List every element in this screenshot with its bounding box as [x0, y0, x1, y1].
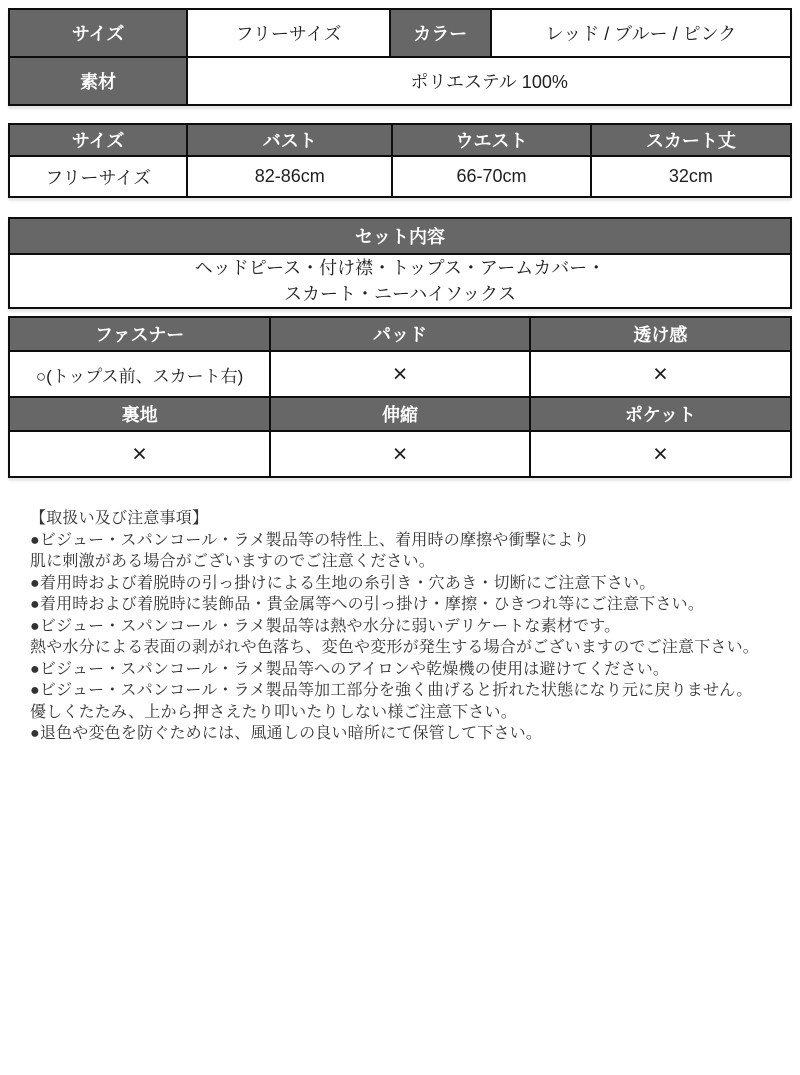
measurement-size-value: フリーサイズ: [9, 156, 187, 197]
cross-mark: ×: [653, 439, 668, 468]
measurement-header-bust: バスト: [187, 124, 392, 156]
set-contents-value: [9, 254, 791, 308]
set-contents-table: [8, 217, 792, 309]
feature-sheerness-value: [530, 351, 791, 397]
feature-pad-value: [270, 351, 530, 397]
feature-header-fastener: ファスナー: [9, 317, 270, 351]
feature-pocket-value: [530, 431, 791, 477]
measurement-waist-value: 66-70cm: [392, 156, 591, 197]
feature-header-stretch: 伸縮: [270, 397, 530, 431]
measurement-header-size: サイズ: [9, 124, 187, 156]
handling-note-line: ●ビジュー・スパンコール・ラメ製品等は熱や水分に弱いデリケートな素材です。: [30, 617, 621, 635]
handling-note-line: 優しくたたみ、上から押さえたり叩いたりしない様ご注意下さい。: [30, 703, 517, 721]
handling-note-line: ●ビジュー・スパンコール・ラメ製品等へのアイロンや乾燥機の使用は避けてください。: [30, 660, 670, 678]
set-contents-line1: ヘッドピース・付け襟・トップス・アームカバー・: [194, 258, 606, 278]
color-value-cell: レッド / ブルー / ピンク: [491, 9, 791, 57]
size-value-cell: フリーサイズ: [187, 9, 390, 57]
set-contents-header: セット内容: [9, 218, 791, 254]
size-label-cell: サイズ: [9, 9, 187, 57]
cross-mark: ×: [132, 439, 147, 468]
feature-lining-value: [9, 431, 270, 477]
product-spec-page: [0, 8, 800, 1075]
handling-note-line: ●ビジュー・スパンコール・ラメ製品等の特性上、着用時の摩擦や衝撃により: [30, 531, 590, 549]
measurement-header-waist: ウエスト: [392, 124, 591, 156]
handling-note-line: ●退色や変色を防ぐためには、風通しの良い暗所にて保管して下さい。: [30, 725, 543, 742]
feature-fastener-value: ○(トップス前、スカート右): [9, 351, 270, 397]
measurement-table: [8, 123, 792, 198]
feature-table: [8, 316, 792, 478]
handling-notes: [0, 508, 800, 745]
cross-mark: ×: [392, 359, 408, 388]
size-color-material-table: [8, 8, 792, 106]
feature-header-sheerness: 透け感: [530, 317, 791, 351]
feature-stretch-value: [270, 431, 530, 477]
set-contents-line2: スカート・ニーハイソックス: [283, 284, 517, 304]
handling-note-line: ●ビジュー・スパンコール・ラメ製品等加工部分を強く曲げると折れた状態になり元に戻りません。: [30, 682, 753, 699]
measurement-header-skirt-length: スカート丈: [591, 124, 791, 156]
handling-note-line: ●着用時および着脱時に装飾品・貴金属等への引っ掛け・摩擦・ひきつれ等にご注意下さい。: [30, 596, 705, 613]
cross-mark: ×: [392, 439, 408, 468]
color-label-cell: カラー: [390, 9, 491, 57]
cross-mark: ×: [653, 359, 668, 388]
handling-note-line: ●着用時および着脱時の引っ掛けによる生地の糸引き・穴あき・切断にご注意下さい。: [30, 574, 656, 592]
feature-header-pocket: ポケット: [530, 397, 791, 431]
material-label-cell: 素材: [9, 57, 187, 105]
feature-header-pad: パッド: [270, 317, 530, 351]
measurement-bust-value: 82-86cm: [187, 156, 392, 197]
handling-note-line: 熱や水分による表面の剥がれや色落ち、変色や変形が発生する場合がございますのでご注意下さい。: [30, 639, 760, 656]
material-value-cell: ポリエステル 100%: [187, 57, 791, 105]
measurement-skirt-length-value: 32cm: [591, 156, 791, 197]
feature-header-lining: 裏地: [9, 397, 270, 431]
handling-notes-title: 【取扱い及び注意事項】: [30, 510, 209, 527]
handling-note-line: 肌に刺激がある場合がございますのでご注意ください。: [30, 553, 436, 570]
